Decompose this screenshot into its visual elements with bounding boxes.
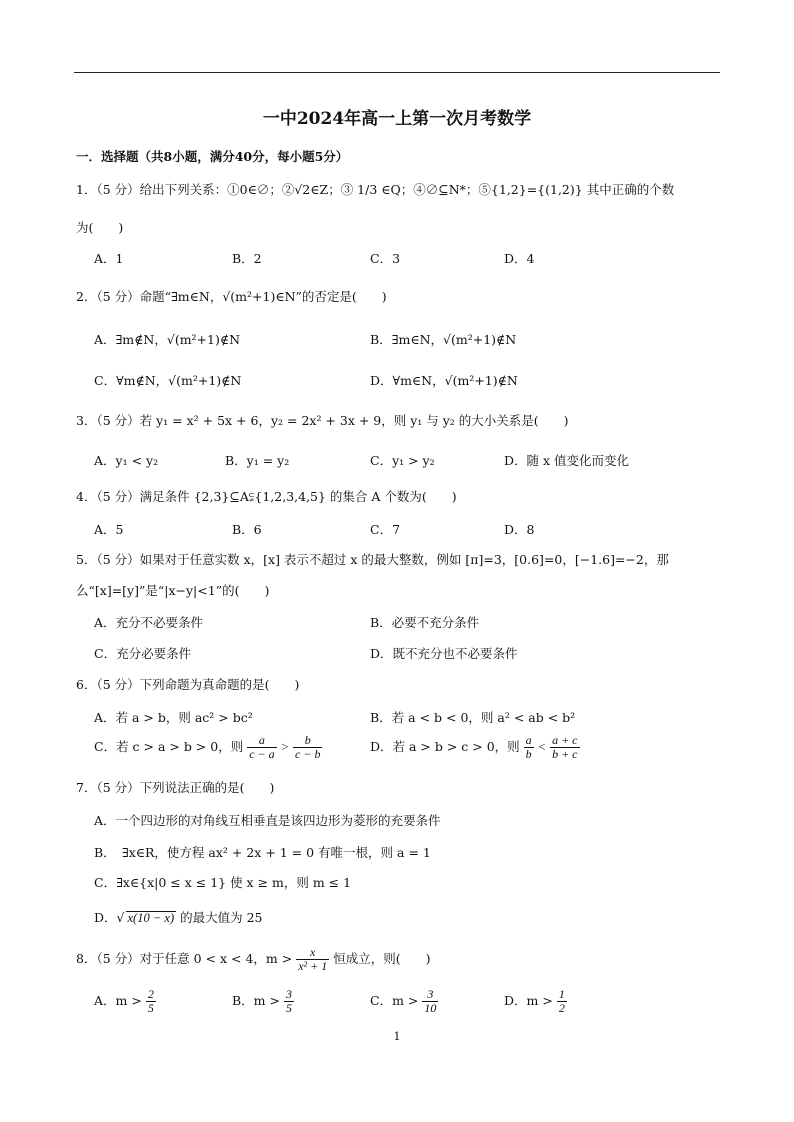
fraction-denominator: c − a — [249, 747, 275, 761]
question-1-stem-line1: 1．（5 分）给出下列关系：①0∈∅；②√2∈Z；③ 1/3 ∈Q；④∅⊆N*；⑤{1,2}={(1,2)} 其中正确的个数 — [76, 182, 675, 197]
question-5-option-a: A．充分不必要条件 — [94, 615, 204, 630]
question-8-stem-fraction — [296, 946, 329, 973]
question-6-option-d-prefix: D．若 a > b > c > 0，则 — [370, 739, 520, 754]
option-prefix: C．m > — [370, 993, 419, 1008]
question-6-stem: 6．（5 分）下列命题为真命题的是( ) — [76, 677, 300, 692]
question-4-option-d: D．8 — [504, 522, 535, 537]
question-2-option-b: B．∃m∈N，√(m²+1)∉N — [370, 332, 517, 347]
question-1-option-d: D．4 — [504, 251, 535, 266]
question-4-option-b: B．6 — [232, 522, 262, 537]
option-fraction — [146, 988, 156, 1015]
question-7-option-a: A．一个四边形的对角线互相垂直是该四边形为菱形的充要条件 — [94, 813, 441, 828]
question-1-option-c: C．3 — [370, 251, 401, 266]
question-6-option-c-fraction-1 — [247, 734, 276, 761]
page-title: 一中2024年高一上第一次月考数学 — [262, 109, 532, 129]
question-2-option-a: A．∃m∉N，√(m²+1)∉N — [94, 332, 241, 347]
question-5-stem-line2: 么“[x]=[y]”是“|x−y|<1”的( ) — [76, 583, 270, 598]
fraction-numerator: 3 — [422, 988, 438, 1002]
fraction-numerator: a + c — [552, 733, 578, 747]
question-6-option-b: B．若 a < b < 0，则 a² < ab < b² — [370, 710, 576, 725]
option-prefix: A．m > — [94, 993, 142, 1008]
question-7-stem: 7．（5 分）下列说法正确的是( ) — [76, 780, 275, 795]
question-6-option-c — [94, 734, 322, 761]
question-7-option-d-prefix: D． — [94, 910, 117, 925]
question-2-option-d: D．∀m∈N，√(m²+1)∉N — [370, 373, 518, 388]
question-8-stem-suffix: 恒成立，则( ) — [333, 951, 431, 966]
question-7-option-d-radicand: x(10 − x) — [127, 911, 175, 925]
question-8-stem — [76, 946, 430, 973]
question-3-option-b: B．y₁ = y₂ — [225, 453, 290, 468]
question-4-option-c: C．7 — [370, 522, 401, 537]
option-prefix: B．m > — [232, 993, 280, 1008]
question-7-option-d-suffix: 的最大值为 25 — [180, 910, 263, 925]
question-6-option-c-fraction-2 — [293, 734, 322, 761]
question-6-option-d-relation: < — [537, 740, 547, 754]
question-5-option-c: C．充分必要条件 — [94, 646, 192, 661]
question-7-option-c: C．∃x∈{x|0 ≤ x ≤ 1} 使 x ≥ m，则 m ≤ 1 — [94, 875, 352, 890]
question-6-option-d-fraction-1 — [524, 734, 534, 761]
question-1-option-b: B．2 — [232, 251, 262, 266]
fraction-denominator: c − b — [295, 747, 321, 761]
fraction-numerator: x — [296, 946, 329, 960]
question-6-option-d — [370, 734, 580, 761]
question-7-option-b: B． ∃x∈R，使方程 ax² + 2x + 1 = 0 有唯一根，则 a = 1 — [94, 845, 431, 860]
section-heading: 一．选择题（共8小题，满分40分，每小题5分） — [76, 149, 349, 164]
question-8-stem-prefix: 8．（5 分）对于任意 0 < x < 4，m > — [76, 951, 293, 966]
question-3-option-c: C．y₁ > y₂ — [370, 453, 435, 468]
question-8-option-b — [232, 988, 294, 1015]
fraction-denominator: 5 — [147, 1001, 154, 1015]
option-fraction — [284, 988, 294, 1015]
question-8-option-d — [504, 988, 567, 1015]
fraction-numerator: a — [247, 734, 276, 748]
question-6-option-c-relation: > — [280, 740, 290, 754]
question-6-option-c-prefix: C．若 c > a > b > 0，则 — [94, 739, 244, 754]
option-prefix: D．m > — [504, 993, 553, 1008]
question-3-stem: 3．（5 分）若 y₁ = x² + 5x + 6，y₂ = 2x² + 3x + 9，则 y₁ 与 y₂ 的大小关系是( ) — [76, 413, 569, 428]
fraction-denominator: 2 — [558, 1001, 565, 1015]
question-5-stem-line1: 5．（5 分）如果对于任意实数 x，[x] 表示不超过 x 的最大整数，例如 [π]=3，[0.6]=0，[−1.6]=−2，那 — [76, 552, 669, 567]
fraction-denominator: b + c — [552, 747, 578, 761]
question-7-option-d — [94, 908, 262, 926]
question-4-option-a: A．5 — [94, 522, 124, 537]
fraction-numerator: a — [525, 733, 532, 747]
radical-sign: √ — [116, 910, 125, 925]
question-3-option-d: D．随 x 值变化而变化 — [504, 453, 630, 468]
fraction-numerator: 2 — [147, 987, 154, 1001]
question-4-stem: 4．（5 分）满足条件 {2,3}⊆A⫋{1,2,3,4,5} 的集合 A 个数为( ) — [76, 489, 457, 504]
question-6-option-a: A．若 a > b，则 ac² > bc² — [94, 710, 253, 725]
fraction-numerator: 1 — [558, 987, 565, 1001]
question-2-option-c: C．∀m∉N，√(m²+1)∉N — [94, 373, 242, 388]
option-fraction — [422, 988, 438, 1015]
question-5-option-d: D．既不充分也不必要条件 — [370, 646, 518, 661]
question-2-stem: 2．（5 分）命题“∃m∈N，√(m²+1)∈N”的否定是( ) — [76, 289, 387, 304]
question-8-option-c — [370, 988, 438, 1015]
question-6-option-d-fraction-2 — [550, 734, 579, 761]
question-5-option-b: B．必要不充分条件 — [370, 615, 480, 630]
question-1-option-a: A．1 — [94, 251, 124, 266]
question-1-stem-line2: 为( ) — [76, 220, 124, 235]
fraction-denominator: 5 — [285, 1001, 292, 1015]
fraction-numerator: 3 — [285, 987, 292, 1001]
question-8-option-a — [94, 988, 156, 1015]
question-3-option-a: A．y₁ < y₂ — [94, 453, 159, 468]
fraction-denominator: 10 — [424, 1001, 437, 1015]
fraction-numerator: b — [293, 734, 322, 748]
header-rule — [74, 72, 720, 73]
page-number: 1 — [393, 1030, 401, 1043]
option-fraction — [557, 988, 567, 1015]
fraction-denominator: x² + 1 — [298, 959, 328, 973]
fraction-denominator: b — [525, 747, 532, 761]
